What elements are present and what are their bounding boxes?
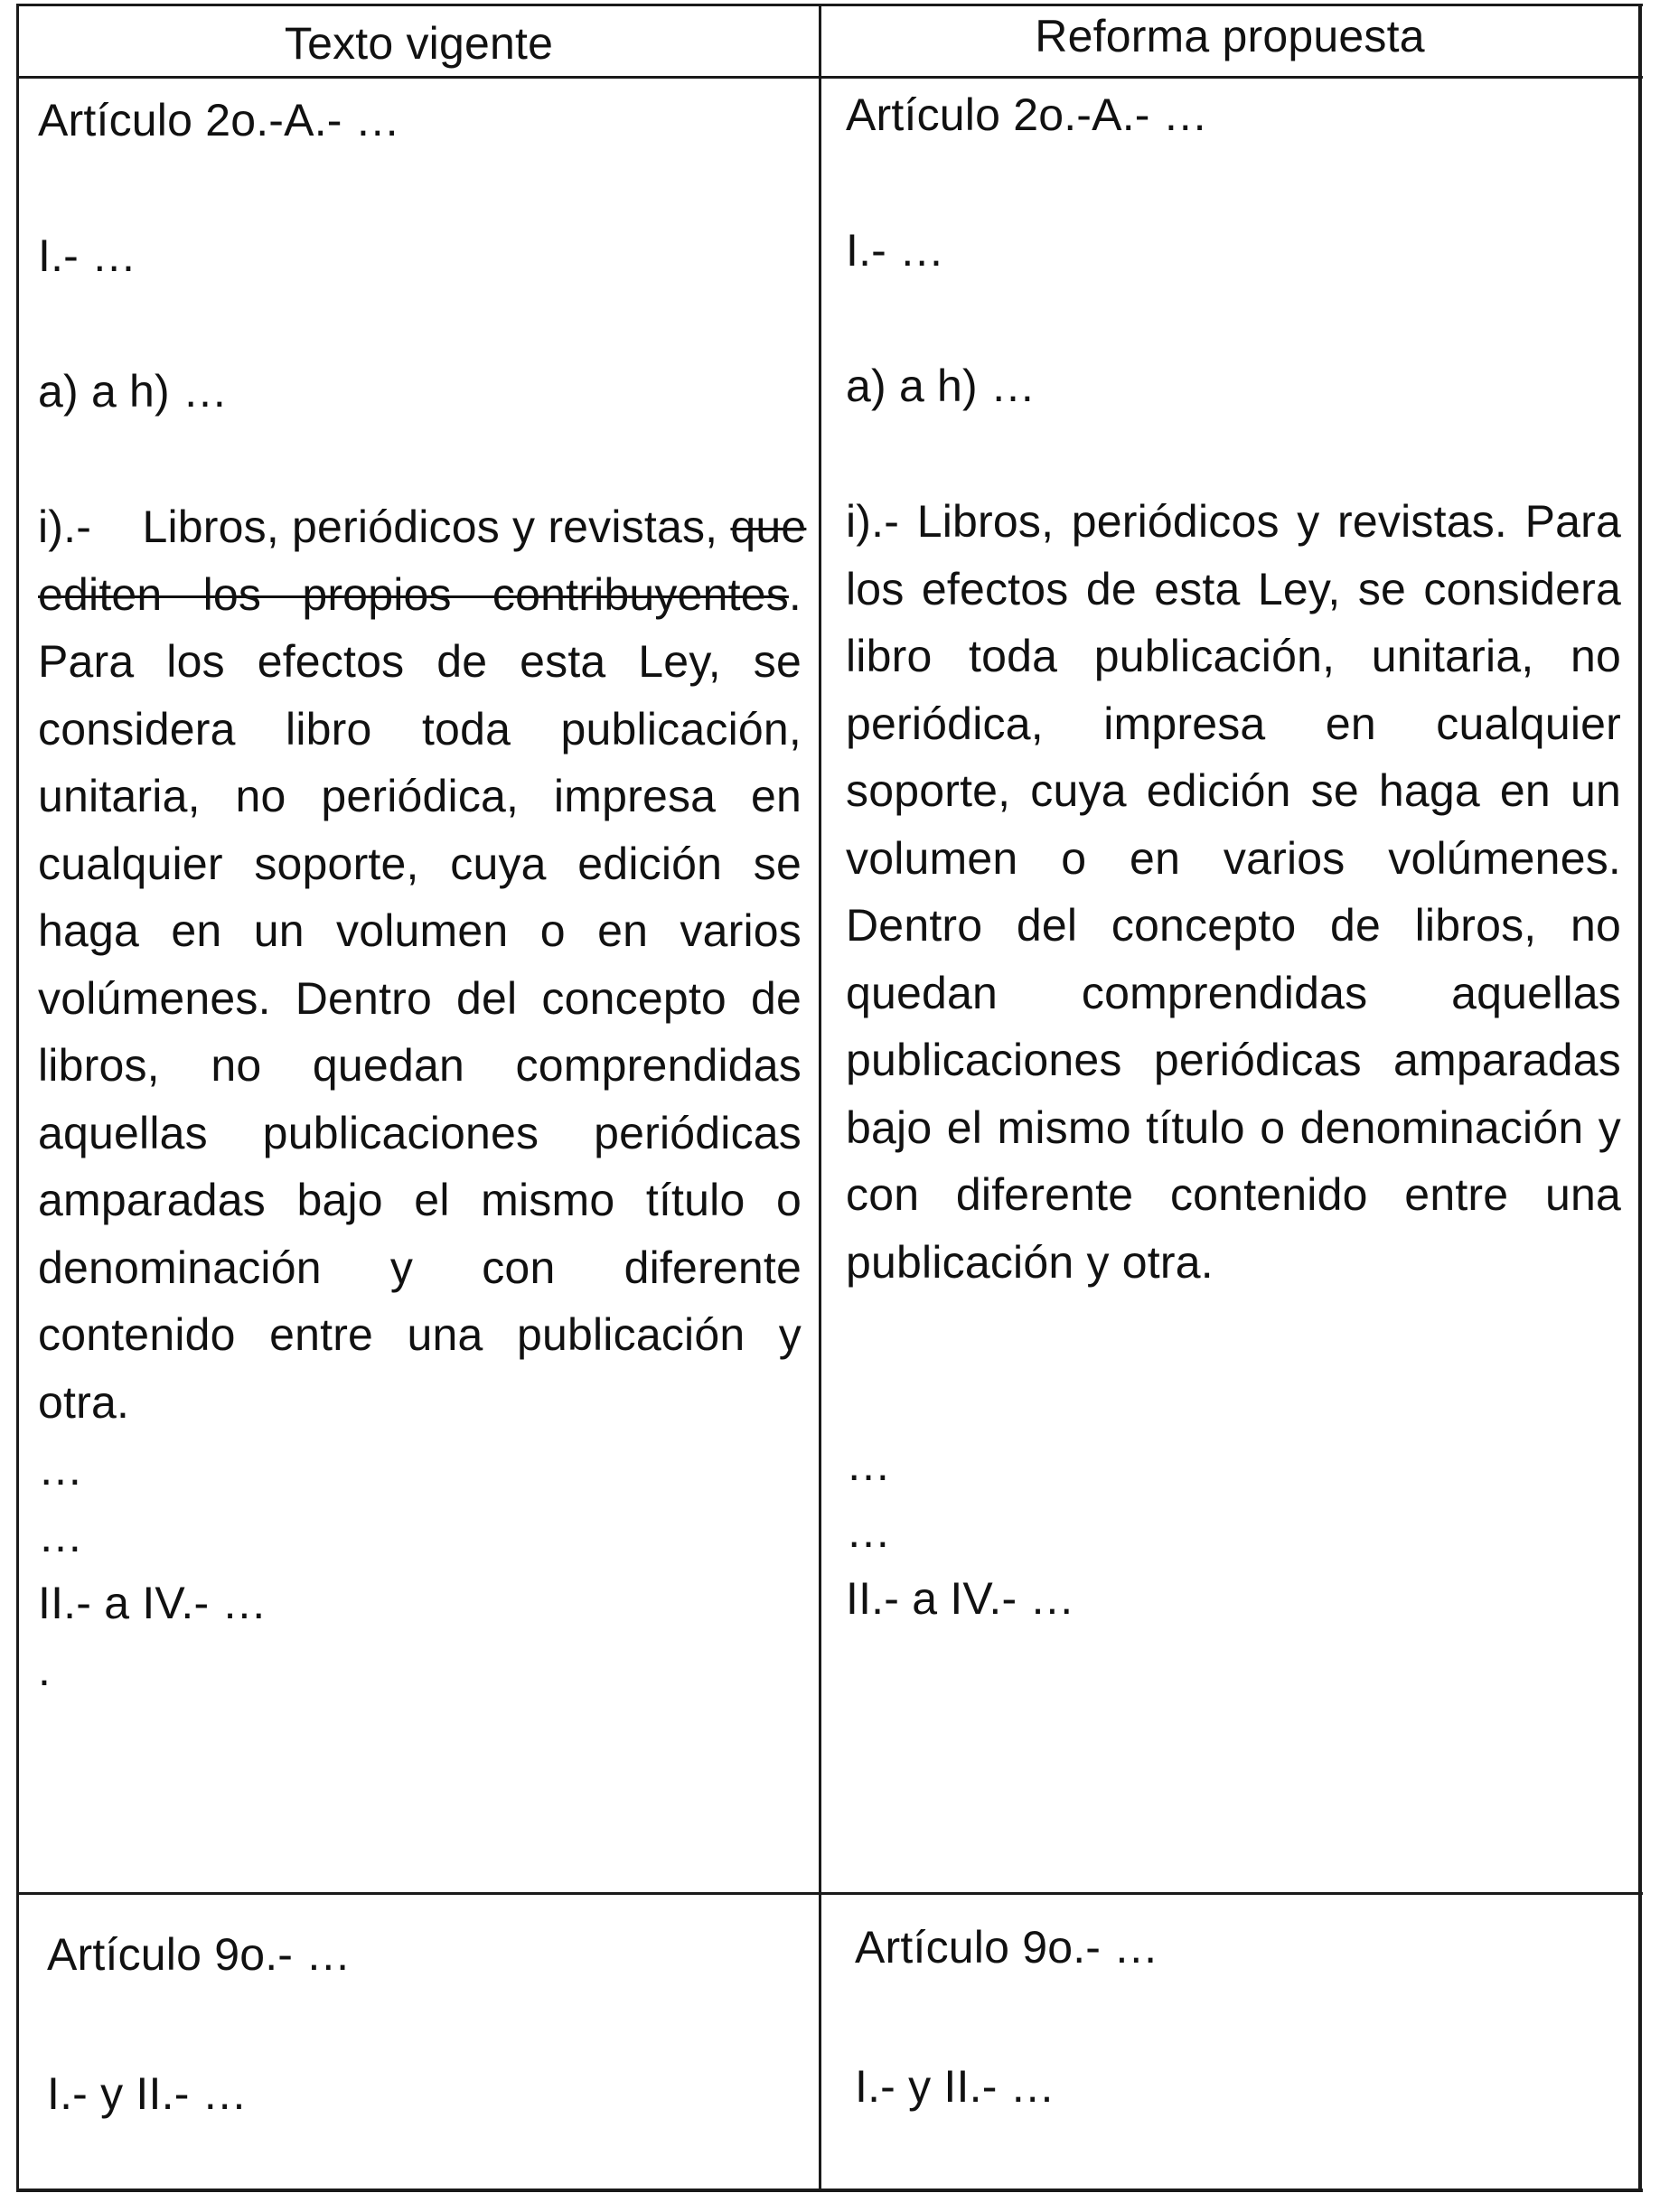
article-row-divider xyxy=(16,1892,1643,1895)
left-article-2-heading: Artículo 2o.-A.- … xyxy=(38,95,400,145)
current-text-article-9 xyxy=(47,1921,806,2127)
left-subsections-a-h: a) a h) … xyxy=(38,366,229,417)
right-ellipsis-1: … xyxy=(846,1439,892,1490)
right-item-i-paragraph: i).- Libros, periódicos y revistas. Para los efectos de esta Ley, se considera libro toda publicación, unitaria, no periódica, impresa en cualquier soporte, cuya edición se haga en un volumen o en varios volúmenes. Dentro del concepto de libros, no quedan comprendidas aquellas publicaciones periódicas amparadas bajo el mismo título o denominación y con diferente contenido entre una publicación y otra. xyxy=(846,496,1621,1288)
right-article-2-heading: Artículo 2o.-A.- … xyxy=(846,89,1208,140)
header-reforma-propuesta: Reforma propuesta xyxy=(1035,11,1425,61)
left-fraction-i: I.- … xyxy=(38,230,137,281)
table-border-bottom xyxy=(16,2189,1643,2192)
left-ellipsis-2: … xyxy=(38,1511,84,1561)
left-item-i-paragraph xyxy=(38,493,807,1436)
right-fraction-i: I.- … xyxy=(846,225,945,276)
left-item-i-rest: . Para los efectos de esta Ley, se considera libro toda publicación, unitaria, no periódica, impresa en cualquier soporte, cuya edición se haga en un volumen o en varios volúmenes. Dentro del concepto de libros, no quedan comprendidas aquellas publicaciones periódicas amparadas bajo el mismo título o denominación y con diferente contenido entre una publicación y otra. xyxy=(38,568,802,1428)
left-item-i-lead: i).- Libros, periódicos y revistas, xyxy=(38,501,731,552)
current-text-article-2 xyxy=(38,87,815,1703)
right-ellipsis-2: … xyxy=(846,1506,892,1557)
proposed-text-article-9 xyxy=(855,1914,1614,2120)
left-item-i-struck-text: que editen los propios contribuyentes xyxy=(38,501,807,620)
right-article-9-heading: Artículo 9o.- … xyxy=(855,1922,1159,1973)
right-fractions-i-ii: I.- y II.- … xyxy=(855,2061,1055,2112)
right-fractions-ii-iv: II.- a IV.- … xyxy=(846,1573,1075,1624)
header-row-divider xyxy=(16,76,1643,79)
table-border-right xyxy=(1638,4,1642,2192)
left-ellipsis-1: … xyxy=(38,1444,84,1495)
header-texto-vigente: Texto vigente xyxy=(284,18,554,69)
column-divider xyxy=(819,4,821,2192)
left-fractions-ii-iv: II.- a IV.- … xyxy=(38,1578,267,1628)
comparison-table xyxy=(16,4,1643,2192)
left-article-9-heading: Artículo 9o.- … xyxy=(47,1929,352,1980)
right-subsections-a-h: a) a h) … xyxy=(846,361,1036,411)
left-stray-mark: . xyxy=(38,1645,52,1695)
table-border-left xyxy=(16,4,19,2192)
left-fractions-i-ii: I.- y II.- … xyxy=(47,2068,248,2119)
proposed-text-article-2 xyxy=(846,81,1623,1632)
